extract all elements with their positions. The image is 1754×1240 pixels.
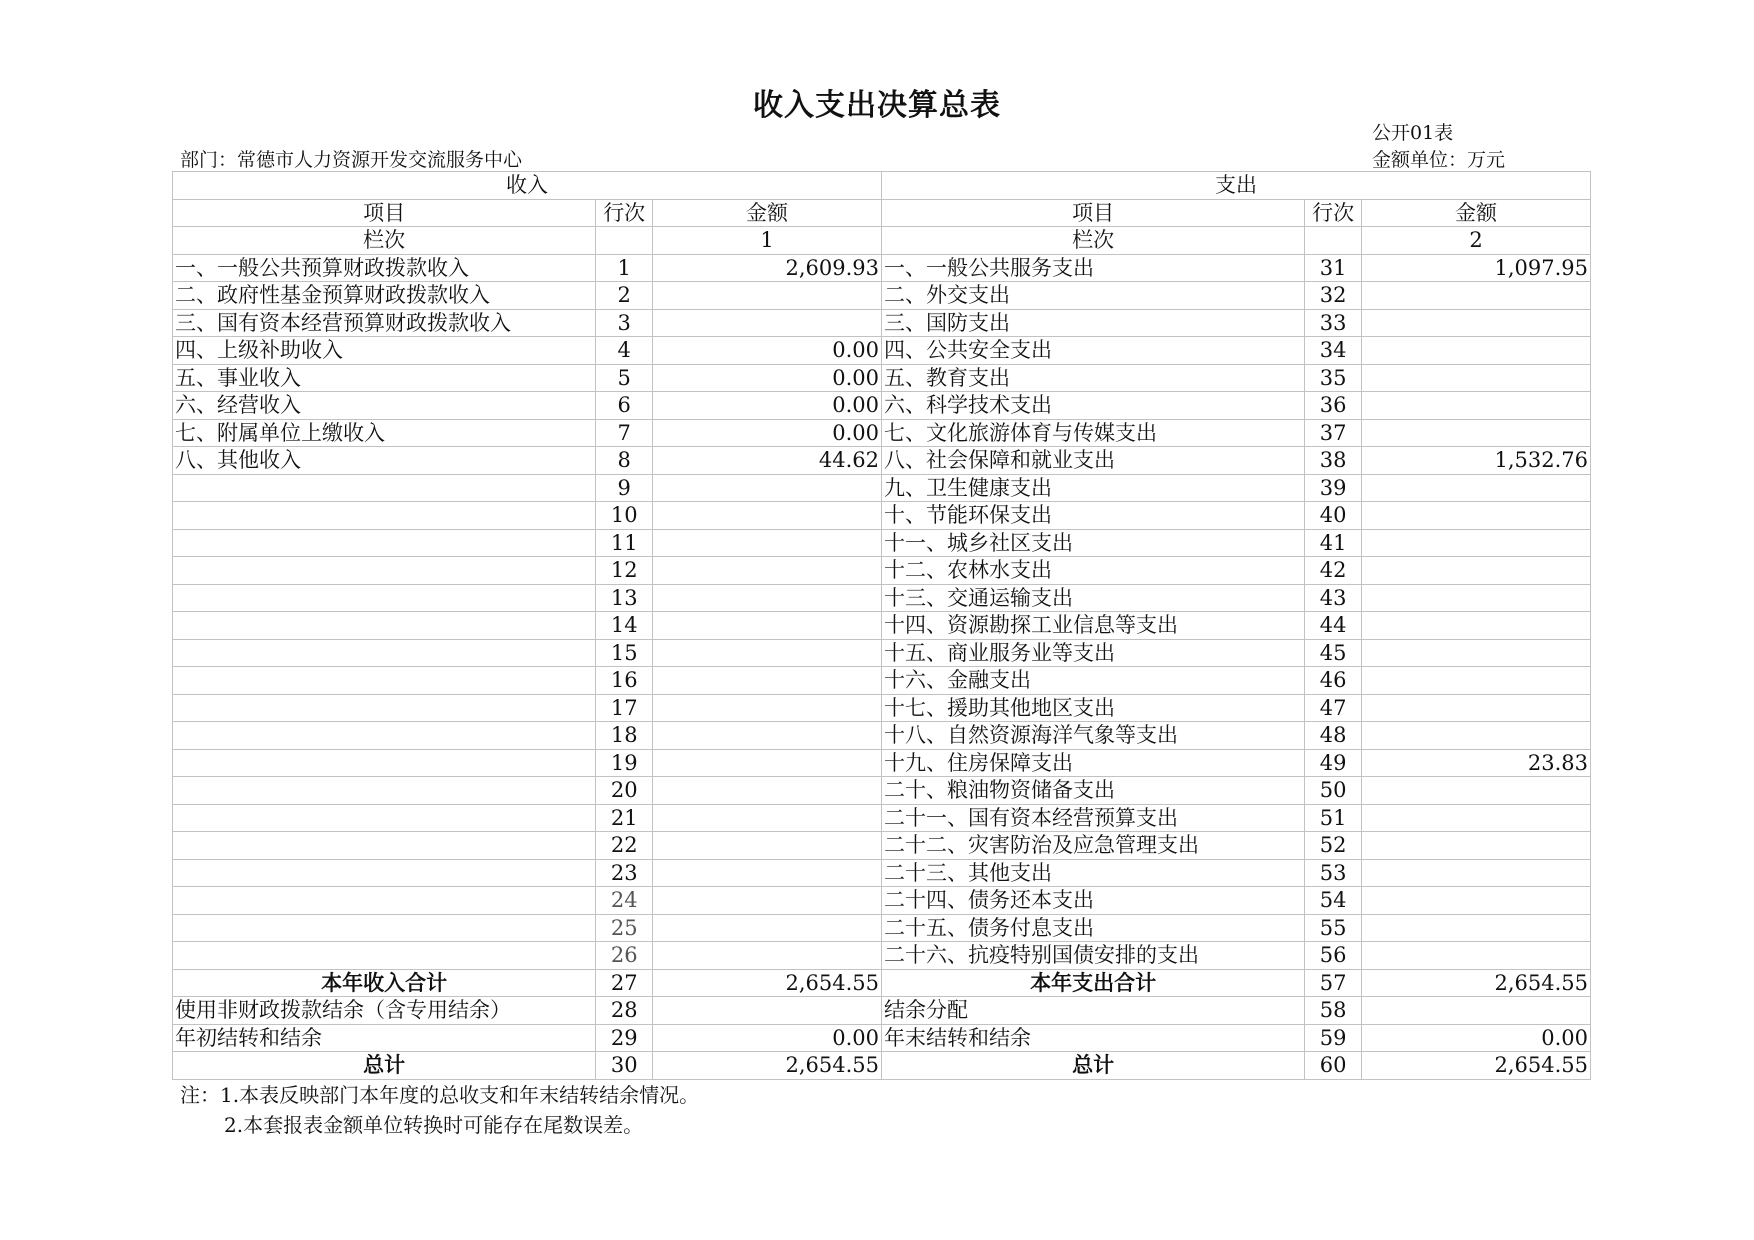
expense-amount	[1362, 722, 1591, 750]
expense-line-number: 36	[1305, 392, 1362, 420]
expense-amount	[1362, 997, 1591, 1025]
footnote-2: 2.本套报表金额单位转换时可能存在尾数误差。	[224, 1113, 644, 1137]
expense-amount	[1362, 529, 1591, 557]
carryover-row	[173, 1024, 1591, 1052]
expense-amount: 23.83	[1362, 749, 1591, 777]
income-amount: 2,654.55	[653, 969, 882, 997]
income-item	[173, 887, 596, 915]
expense-item: 二十、粮油物资储备支出	[881, 777, 1304, 805]
income-line-number: 24	[596, 887, 653, 915]
footnotes	[180, 1080, 699, 1140]
income-amount	[653, 997, 882, 1025]
income-amount	[653, 529, 882, 557]
expense-line-number: 46	[1305, 667, 1362, 695]
expense-line-number: 58	[1305, 997, 1362, 1025]
income-item	[173, 722, 596, 750]
income-amount: 0.00	[653, 1024, 882, 1052]
table-row	[173, 667, 1591, 695]
expense-amount	[1362, 777, 1591, 805]
table-row	[173, 584, 1591, 612]
table-row	[173, 474, 1591, 502]
table-row	[173, 529, 1591, 557]
income-item	[173, 584, 596, 612]
income-item	[173, 612, 596, 640]
expense-line-number: 49	[1305, 749, 1362, 777]
table-row	[173, 722, 1591, 750]
expense-item: 十五、商业服务业等支出	[881, 639, 1304, 667]
expense-item: 二十三、其他支出	[881, 859, 1304, 887]
expense-line-number: 50	[1305, 777, 1362, 805]
expense-item: 一、一般公共服务支出	[881, 254, 1304, 282]
expense-item: 十八、自然资源海洋气象等支出	[881, 722, 1304, 750]
expense-item: 二十五、债务付息支出	[881, 914, 1304, 942]
expense-line-number: 54	[1305, 887, 1362, 915]
income-line-number: 6	[596, 392, 653, 420]
income-item: 五、事业收入	[173, 364, 596, 392]
expense-item: 二、外交支出	[881, 282, 1304, 310]
expense-amount	[1362, 337, 1591, 365]
income-item: 七、附属单位上缴收入	[173, 419, 596, 447]
expense-item: 二十二、灾害防治及应急管理支出	[881, 832, 1304, 860]
income-line-number: 28	[596, 997, 653, 1025]
income-amount	[653, 777, 882, 805]
expense-amount	[1362, 859, 1591, 887]
table-row	[173, 777, 1591, 805]
income-item	[173, 942, 596, 970]
income-amount	[653, 612, 882, 640]
income-line-number: 27	[596, 969, 653, 997]
table-row	[173, 942, 1591, 970]
expense-item: 十四、资源勘探工业信息等支出	[881, 612, 1304, 640]
income-line-number: 18	[596, 722, 653, 750]
expense-item: 二十一、国有资本经营预算支出	[881, 804, 1304, 832]
column-number-row	[173, 227, 1591, 255]
income-line-blank	[596, 227, 653, 255]
table-row	[173, 914, 1591, 942]
income-amount: 2,609.93	[653, 254, 882, 282]
expense-item: 八、社会保障和就业支出	[881, 447, 1304, 475]
table-row	[173, 309, 1591, 337]
expense-amount	[1362, 887, 1591, 915]
income-amount: 2,654.55	[653, 1052, 882, 1080]
income-line-number: 2	[596, 282, 653, 310]
income-column-number: 1	[653, 227, 882, 255]
expense-amount	[1362, 474, 1591, 502]
expense-item: 本年支出合计	[881, 969, 1304, 997]
income-item	[173, 639, 596, 667]
expense-line-number: 57	[1305, 969, 1362, 997]
income-item	[173, 502, 596, 530]
expense-amount	[1362, 914, 1591, 942]
expense-amount	[1362, 612, 1591, 640]
income-item: 四、上级补助收入	[173, 337, 596, 365]
income-amount	[653, 502, 882, 530]
income-amount	[653, 859, 882, 887]
expense-amount	[1362, 804, 1591, 832]
table-row	[173, 887, 1591, 915]
income-item: 一、一般公共预算财政拨款收入	[173, 254, 596, 282]
expense-item: 九、卫生健康支出	[881, 474, 1304, 502]
table-row	[173, 859, 1591, 887]
income-item	[173, 557, 596, 585]
income-line-number: 12	[596, 557, 653, 585]
table-row	[173, 392, 1591, 420]
expense-amount	[1362, 392, 1591, 420]
income-item: 八、其他收入	[173, 447, 596, 475]
expense-amount	[1362, 694, 1591, 722]
income-item: 使用非财政拨款结余（含专用结余）	[173, 997, 596, 1025]
expense-item: 十九、住房保障支出	[881, 749, 1304, 777]
unit-label: 金额单位：万元	[1372, 149, 1506, 171]
table-row	[173, 557, 1591, 585]
table-row	[173, 254, 1591, 282]
income-line-header: 行次	[596, 199, 653, 227]
expense-line-number: 48	[1305, 722, 1362, 750]
income-amount: 44.62	[653, 447, 882, 475]
expense-line-number: 35	[1305, 364, 1362, 392]
income-item: 六、经营收入	[173, 392, 596, 420]
income-amount	[653, 639, 882, 667]
income-amount	[653, 804, 882, 832]
expense-line-number: 52	[1305, 832, 1362, 860]
income-line-number: 10	[596, 502, 653, 530]
income-line-number: 23	[596, 859, 653, 887]
income-item: 总计	[173, 1052, 596, 1080]
income-line-number: 21	[596, 804, 653, 832]
expense-amount	[1362, 832, 1591, 860]
expense-item: 六、科学技术支出	[881, 392, 1304, 420]
expense-line-number: 32	[1305, 282, 1362, 310]
income-line-number: 29	[596, 1024, 653, 1052]
income-amount	[653, 722, 882, 750]
table-row	[173, 804, 1591, 832]
expense-amount	[1362, 639, 1591, 667]
expense-item: 三、国防支出	[881, 309, 1304, 337]
expense-item: 十七、援助其他地区支出	[881, 694, 1304, 722]
table-row	[173, 337, 1591, 365]
expense-amount	[1362, 584, 1591, 612]
expense-line-number: 51	[1305, 804, 1362, 832]
income-item	[173, 694, 596, 722]
income-amount: 0.00	[653, 419, 882, 447]
expense-item: 十、节能环保支出	[881, 502, 1304, 530]
expense-item: 年末结转和结余	[881, 1024, 1304, 1052]
income-line-number: 11	[596, 529, 653, 557]
expense-item: 四、公共安全支出	[881, 337, 1304, 365]
expense-item: 十六、金融支出	[881, 667, 1304, 695]
column-header-row	[173, 199, 1591, 227]
expense-item: 七、文化旅游体育与传媒支出	[881, 419, 1304, 447]
income-item-header: 项目	[173, 199, 596, 227]
table-row	[173, 612, 1591, 640]
income-item	[173, 667, 596, 695]
expense-line-number: 41	[1305, 529, 1362, 557]
income-column-label: 栏次	[173, 227, 596, 255]
expense-amount-header: 金额	[1362, 199, 1591, 227]
income-item	[173, 529, 596, 557]
income-item: 三、国有资本经营预算财政拨款收入	[173, 309, 596, 337]
table-row	[173, 502, 1591, 530]
income-line-number: 3	[596, 309, 653, 337]
income-amount	[653, 667, 882, 695]
expense-amount	[1362, 942, 1591, 970]
income-line-number: 30	[596, 1052, 653, 1080]
expense-line-header: 行次	[1305, 199, 1362, 227]
income-line-number: 15	[596, 639, 653, 667]
expense-item: 十三、交通运输支出	[881, 584, 1304, 612]
expense-item: 二十六、抗疫特别国债安排的支出	[881, 942, 1304, 970]
income-item	[173, 749, 596, 777]
expense-line-number: 47	[1305, 694, 1362, 722]
section-header-row	[173, 172, 1591, 200]
income-amount-header: 金额	[653, 199, 882, 227]
income-line-number: 7	[596, 419, 653, 447]
income-amount	[653, 887, 882, 915]
income-item	[173, 804, 596, 832]
total-row	[173, 1052, 1591, 1080]
expense-line-number: 45	[1305, 639, 1362, 667]
expense-item-header: 项目	[881, 199, 1304, 227]
income-amount	[653, 309, 882, 337]
expense-amount	[1362, 309, 1591, 337]
income-line-number: 22	[596, 832, 653, 860]
expense-amount	[1362, 667, 1591, 695]
form-code: 公开01表	[1372, 122, 1454, 144]
expense-amount: 1,097.95	[1362, 254, 1591, 282]
table-row	[173, 364, 1591, 392]
expense-amount	[1362, 419, 1591, 447]
income-expense-table	[172, 171, 1591, 1080]
expense-item: 五、教育支出	[881, 364, 1304, 392]
income-line-number: 19	[596, 749, 653, 777]
expense-line-number: 53	[1305, 859, 1362, 887]
expense-line-number: 55	[1305, 914, 1362, 942]
expense-amount: 2,654.55	[1362, 1052, 1591, 1080]
expense-section-header: 支出	[881, 172, 1590, 200]
table-row	[173, 694, 1591, 722]
expense-line-number: 37	[1305, 419, 1362, 447]
expense-line-number: 34	[1305, 337, 1362, 365]
expense-line-number: 56	[1305, 942, 1362, 970]
expense-amount: 1,532.76	[1362, 447, 1591, 475]
income-line-number: 20	[596, 777, 653, 805]
expense-amount	[1362, 557, 1591, 585]
expense-amount	[1362, 364, 1591, 392]
income-item	[173, 474, 596, 502]
expense-item: 十一、城乡社区支出	[881, 529, 1304, 557]
income-line-number: 25	[596, 914, 653, 942]
income-line-number: 13	[596, 584, 653, 612]
income-item	[173, 777, 596, 805]
income-line-number: 14	[596, 612, 653, 640]
expense-item: 总计	[881, 1052, 1304, 1080]
expense-amount: 2,654.55	[1362, 969, 1591, 997]
income-line-number: 17	[596, 694, 653, 722]
income-item: 年初结转和结余	[173, 1024, 596, 1052]
department-label: 部门：常德市人力资源开发交流服务中心	[180, 149, 523, 171]
income-amount	[653, 832, 882, 860]
income-item: 二、政府性基金预算财政拨款收入	[173, 282, 596, 310]
expense-item: 十二、农林水支出	[881, 557, 1304, 585]
expense-column-number: 2	[1362, 227, 1591, 255]
income-item	[173, 832, 596, 860]
income-item	[173, 859, 596, 887]
income-line-number: 16	[596, 667, 653, 695]
expense-amount	[1362, 502, 1591, 530]
income-amount	[653, 942, 882, 970]
table-row	[173, 749, 1591, 777]
income-item	[173, 914, 596, 942]
table-row	[173, 419, 1591, 447]
expense-line-number: 31	[1305, 254, 1362, 282]
table-row	[173, 282, 1591, 310]
expense-item: 结余分配	[881, 997, 1304, 1025]
expense-line-number: 42	[1305, 557, 1362, 585]
subtotal-row	[173, 969, 1591, 997]
income-amount	[653, 557, 882, 585]
expense-amount	[1362, 282, 1591, 310]
income-amount	[653, 914, 882, 942]
income-amount	[653, 474, 882, 502]
income-line-number: 4	[596, 337, 653, 365]
expense-column-label: 栏次	[881, 227, 1304, 255]
income-amount	[653, 584, 882, 612]
income-amount: 0.00	[653, 364, 882, 392]
page-title: 收入支出决算总表	[753, 88, 1001, 123]
income-amount	[653, 694, 882, 722]
footnote-1: 注：1.本表反映部门本年度的总收支和年末结转结余情况。	[180, 1083, 700, 1107]
expense-line-number: 44	[1305, 612, 1362, 640]
income-line-number: 5	[596, 364, 653, 392]
expense-line-number: 33	[1305, 309, 1362, 337]
income-amount	[653, 749, 882, 777]
income-amount: 0.00	[653, 392, 882, 420]
expense-line-number: 60	[1305, 1052, 1362, 1080]
table-row	[173, 447, 1591, 475]
income-line-number: 26	[596, 942, 653, 970]
expense-line-number: 38	[1305, 447, 1362, 475]
expense-line-number: 59	[1305, 1024, 1362, 1052]
income-amount: 0.00	[653, 337, 882, 365]
income-section-header: 收入	[173, 172, 882, 200]
table-row	[173, 832, 1591, 860]
table-row	[173, 639, 1591, 667]
expense-line-number: 39	[1305, 474, 1362, 502]
expense-line-number: 43	[1305, 584, 1362, 612]
expense-line-number: 40	[1305, 502, 1362, 530]
income-line-number: 1	[596, 254, 653, 282]
expense-amount: 0.00	[1362, 1024, 1591, 1052]
expense-line-blank	[1305, 227, 1362, 255]
income-line-number: 9	[596, 474, 653, 502]
income-item: 本年收入合计	[173, 969, 596, 997]
expense-item: 二十四、债务还本支出	[881, 887, 1304, 915]
income-amount	[653, 282, 882, 310]
balance-row	[173, 997, 1591, 1025]
income-line-number: 8	[596, 447, 653, 475]
